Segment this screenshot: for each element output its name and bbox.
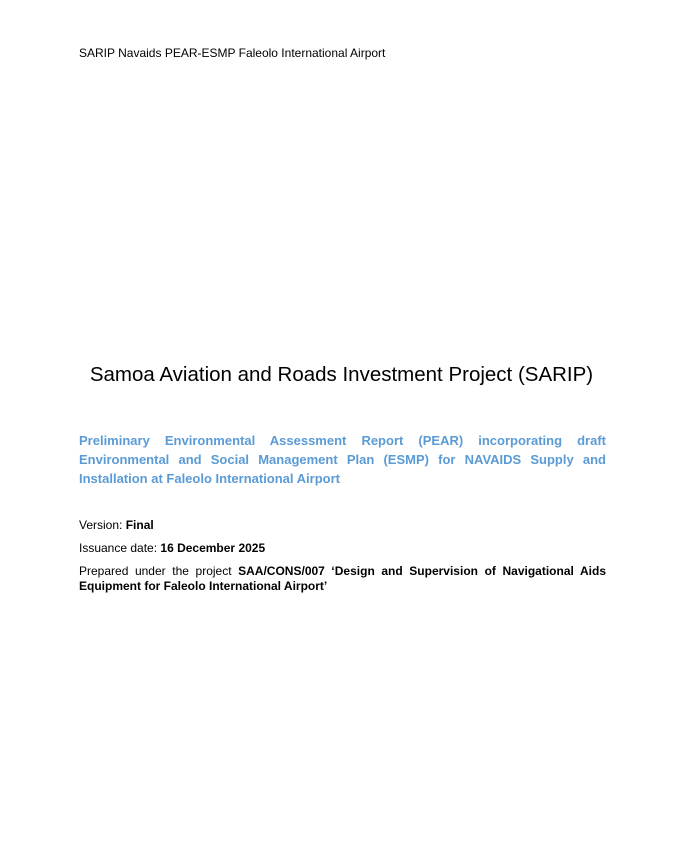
version-label: Version: xyxy=(79,518,126,532)
running-header: SARIP Navaids PEAR-ESMP Faleolo International Airport xyxy=(79,46,386,60)
version-value: Final xyxy=(125,518,154,532)
prepared-project: SAA/CONS/007 ‘Design and Supervision of Navigational Aids Equipment for Faleolo International Airport’ xyxy=(79,564,606,593)
prepared-prefix: Prepared under the project xyxy=(79,564,239,578)
issuance-date-value: 16 December 2025 xyxy=(160,541,266,555)
document-title: Samoa Aviation and Roads Investment Project (SARIP) xyxy=(89,363,594,386)
document-subtitle: Preliminary Environmental Assessment Report (PEAR) incorporating draft Environmental and Social Management Plan (ESMP) for NAVAIDS Supply and Installation at Faleolo International Airport xyxy=(79,433,606,486)
issuance-date-label: Issuance date: xyxy=(79,541,161,555)
issuance-date-line xyxy=(79,541,606,556)
prepared-under-line xyxy=(79,564,606,594)
version-line xyxy=(79,518,606,533)
